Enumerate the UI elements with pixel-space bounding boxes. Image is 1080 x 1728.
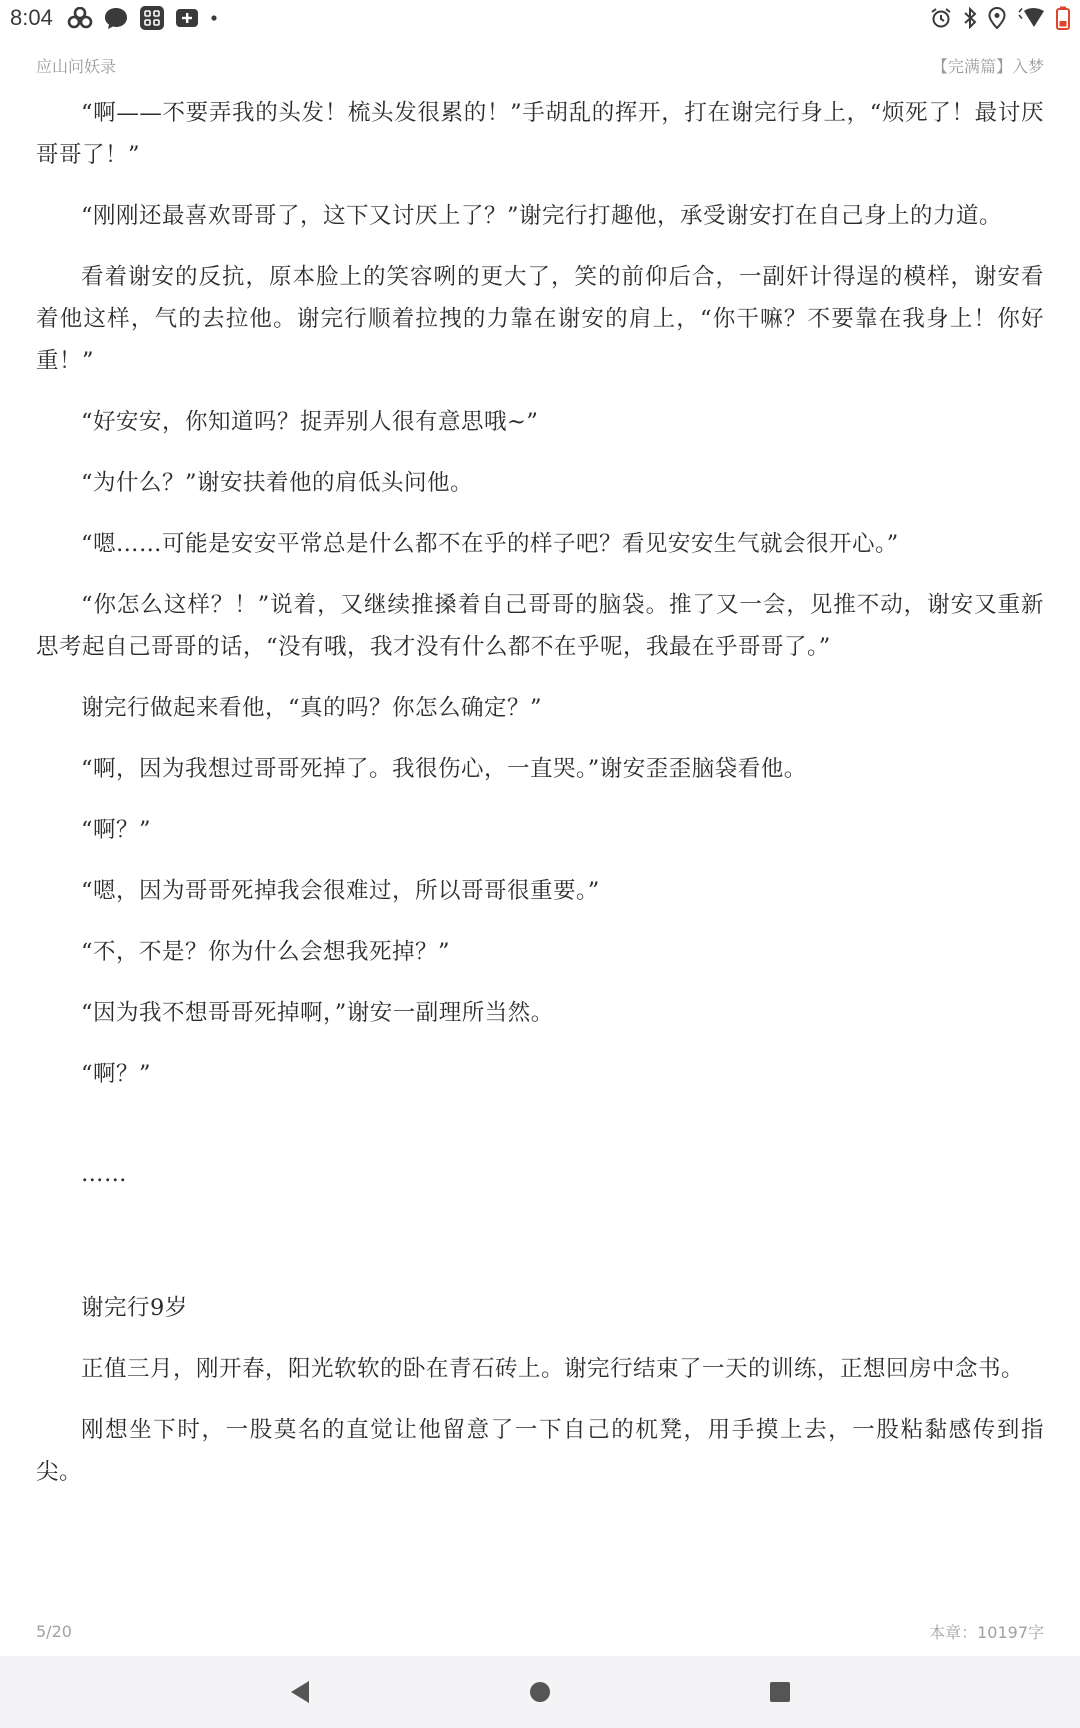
status-bar-right [920, 6, 1070, 30]
reading-content[interactable] [36, 92, 1044, 1512]
paragraph: “啊？” [81, 1061, 152, 1087]
paragraph: 刚想坐下时，一股莫名的直觉让他留意了一下自己的杌凳，用手摸上去，一股粘黏感传到指尖。 [36, 1417, 1044, 1485]
paragraph: 谢完行做起来看他，“真的吗？你怎么确定？” [81, 695, 543, 721]
paragraph: “嗯……可能是安安平常总是什么都不在乎的样子吧？看见安安生气就会很开心。” [81, 531, 899, 557]
home-icon [527, 1679, 553, 1705]
paragraph: “啊——不要弄我的头发！梳头发很累的！”手胡乱的挥开，打在谢完行身上，“烦死了！最讨厌哥哥了！” [36, 100, 1044, 168]
status-time: 8:04 [10, 5, 53, 30]
chapter-title: 【完满篇】入梦 [931, 56, 1044, 76]
paragraph: “啊？” [81, 817, 152, 843]
chapter-word-count: 本章：10197字 [929, 1622, 1044, 1642]
paragraph: “为什么？”谢安扶着他的肩低头问他。 [81, 470, 474, 496]
book-title: 应山问妖录 [36, 56, 117, 76]
back-button[interactable] [270, 1662, 330, 1722]
status-bar-left [10, 5, 229, 31]
dot-icon [209, 13, 219, 23]
recents-icon [767, 1679, 793, 1705]
paragraph: “嗯，因为哥哥死掉我会很难过，所以哥哥很重要。” [81, 878, 600, 904]
connections-icon [67, 7, 93, 29]
alarm-icon [930, 7, 952, 29]
bluetooth-icon [962, 7, 978, 29]
reader-header [36, 50, 1044, 80]
paragraph: 看着谢安的反抗，原本脸上的笑容咧的更大了，笑的前仰后合，一副奸计得逞的模样，谢安看着他这样，气的去拉他。谢完行顺着拉拽的力靠在谢安的肩上，“你干嘛？不要靠在我身上！你好重！” [36, 264, 1044, 374]
paragraph: “因为我不想哥哥死掉啊，”谢安一副理所当然。 [81, 1000, 554, 1026]
navigation-bar [0, 1656, 1080, 1728]
paragraph: “你怎么这样？！”说着，又继续推搡着自己哥哥的脑袋。推了又一会，见推不动，谢安又重新思考起自己哥哥的话，“没有哦，我才没有什么都不在乎呢，我最在乎哥哥了。” [36, 592, 1044, 660]
chat-bubble-icon [103, 6, 129, 30]
home-button[interactable] [510, 1662, 570, 1722]
app-grid-icon [139, 5, 165, 31]
wifi-icon [1016, 7, 1046, 29]
paragraph: “啊，因为我想过哥哥死掉了。我很伤心，一直哭。”谢安歪歪脑袋看他。 [81, 756, 807, 782]
add-box-icon [175, 6, 199, 30]
page-indicator: 5/20 [36, 1621, 72, 1641]
location-icon [988, 7, 1006, 29]
reader-footer [36, 1618, 1044, 1644]
recents-button[interactable] [750, 1662, 810, 1722]
paragraph: “好安安，你知道吗？捉弄别人很有意思哦~” [81, 409, 539, 435]
paragraph: “不，不是？你为什么会想我死掉？” [81, 939, 451, 965]
scene-break: …… [81, 1161, 127, 1187]
paragraph: 谢完行9岁 [81, 1295, 188, 1321]
paragraph: “刚刚还最喜欢哥哥了，这下又讨厌上了？”谢完行打趣他，承受谢安打在自己身上的力道。 [81, 203, 1003, 229]
paragraph: 正值三月，刚开春，阳光软软的卧在青石砖上。谢完行结束了一天的训练，正想回房中念书。 [81, 1356, 1025, 1382]
back-icon [287, 1678, 313, 1706]
battery-icon [1056, 6, 1070, 30]
status-bar [0, 0, 1080, 36]
